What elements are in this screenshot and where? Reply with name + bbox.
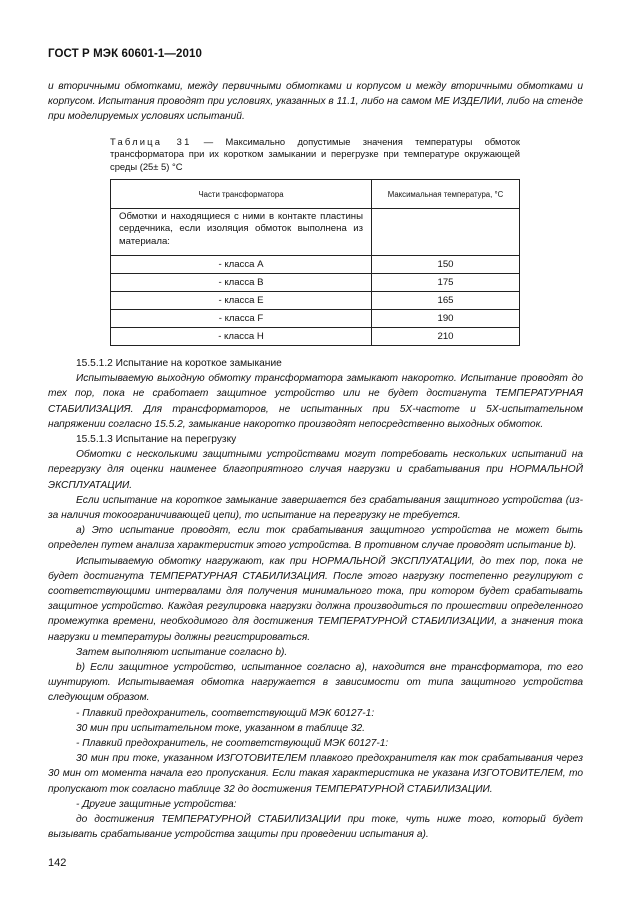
paragraph: Обмотки с несколькими защитными устройствами могут потребовать нескольких испытаний на перегрузку для оценки наименее благоприятного случая нагрузки и срабатывания при НОРМАЛЬНОЙ ЭКСПЛУАТАЦИИ. <box>48 449 583 491</box>
list-item: - Плавкий предохранитель, не соответствующий МЭК 60127-1: <box>76 738 389 750</box>
paragraph: 30 мин при токе, указанном ИЗГОТОВИТЕЛЕМ плавкого предохранителя как ток срабатывания через 30 мин от момента начала его пропускания. Если такая характеристика не указана ИЗГОТОВИТЕЛЕМ, то пропускают ток согласно таблице 32 до достижения ТЕМПЕРАТУРНОЙ СТАБИЛИЗАЦИИ. <box>48 753 583 795</box>
section-heading-overload: 15.5.1.3 Испытание на перегрузку <box>76 434 237 446</box>
max-temperature: 175 <box>372 274 520 292</box>
col-header-max-temp: Максимальная температура, °С <box>372 180 520 209</box>
paragraph: а) Это испытание проводят, если ток срабатывания защитного устройства не может быть определен путем анализа характеристик этого устройства. В противном случае проводят испытание b). <box>48 525 583 552</box>
table-row <box>111 209 520 256</box>
table-header-row <box>111 180 520 209</box>
intro-paragraph <box>48 79 583 125</box>
table-row <box>111 256 520 274</box>
paragraph: Если испытание на короткое замыкание завершается без срабатывания защитного устройства (из-за наличия токоограничивающей цепи), то испытание на перегрузку не требуется. <box>48 494 583 522</box>
insulation-class: - класса Н <box>111 328 372 346</box>
table-row <box>111 274 520 292</box>
intro-text: и вторичными обмотками, между первичными обмотками и корпусом и между вторичными обмотками и корпусом. Испытания проводят при условиях, указанных в 11.1, либо на самом МЕ ИЗДЕЛИИ, либо на стенде при моделируемых условиях испытаний. <box>48 81 583 123</box>
max-temperature: 165 <box>372 292 520 310</box>
paragraph: Испытываемую обмотку нагружают, как при НОРМАЛЬНОЙ ЭКСПЛУАТАЦИИ, до тех пор, пока не будет достигнута ТЕМПЕРАТУРНАЯ СТАБИЛИЗАЦИЯ. После этого нагрузку постепенно регулируют с соответствующими интервалами для получения минимального тока, при котором будет срабатывать защитное устройство. Каждая регулировка нагрузки должна производиться по прошествии определенного промежутка времени, необходимого для достижения ТЕМПЕРАТУРНОЙ СТАБИЛИЗАЦИИ, а значения тока нагрузки и температуры должны регистрироваться. <box>48 555 583 643</box>
insulation-class: - класса Е <box>111 292 372 310</box>
table-caption <box>110 136 520 173</box>
page-number: 142 <box>48 857 67 869</box>
insulation-class: - класса А <box>111 256 372 274</box>
main-text <box>48 356 583 843</box>
insulation-class: - класса В <box>111 274 372 292</box>
document-header: ГОСТ Р МЭК 60601-1—2010 <box>48 48 202 60</box>
col-header-parts: Части трансформатора <box>111 180 372 209</box>
insulation-class: - класса F <box>111 310 372 328</box>
paragraph: Затем выполняют испытание согласно b). <box>76 646 288 658</box>
table-row <box>111 292 520 310</box>
max-temperature: 190 <box>372 310 520 328</box>
table-row <box>111 310 520 328</box>
list-item: - Другие защитные устройства: <box>76 798 237 810</box>
paragraph: b) Если защитное устройство, испытанное согласно а), находится вне трансформатора, то его шунтируют. Испытываемая обмотка нагружается в зависимости от типа защитного устройства следующим образом. <box>48 662 583 704</box>
table-caption-text: — Максимально допустимые значения температуры обмоток трансформатора при их коротком замыкании и перегрузке при температуре окружающей среды (25± 5) °С <box>110 136 521 172</box>
max-temperature: 210 <box>372 328 520 346</box>
winding-description: Обмотки и находящиеся с ними в контакте пластины сердечника, если изоляция обмоток выполнена из материала: <box>111 209 372 256</box>
table-row <box>111 328 520 346</box>
list-item: - Плавкий предохранитель, соответствующий МЭК 60127-1: <box>76 707 375 719</box>
temperature-table <box>110 179 520 346</box>
table-caption-lead: Таблица 31 <box>110 136 192 147</box>
section-heading-short-circuit: 15.5.1.2 Испытание на короткое замыкание <box>76 358 282 369</box>
max-temperature: 150 <box>372 256 520 274</box>
paragraph: 30 мин при испытательном токе, указанном в таблице 32. <box>76 722 366 734</box>
paragraph: Испытываемую выходную обмотку трансформатора замыкают накоротко. Испытание проводят до тех пор, пока не сработает защитное устройство или не будет достигнута ТЕМПЕРАТУРНАЯ СТАБИЛИЗАЦИЯ. Для трансформаторов, не испытанных при 5Х-частоте и 5Х-испытательном напряжении согласно 15.5.2, замыкание накоротко производят непосредственно выходных обмоток. <box>48 373 583 430</box>
paragraph: до достижения ТЕМПЕРАТУРНОЙ СТАБИЛИЗАЦИИ при токе, чуть ниже того, который будет вызывать срабатывание устройства защиты при проведении испытания а). <box>48 814 583 841</box>
empty-cell <box>372 209 520 256</box>
